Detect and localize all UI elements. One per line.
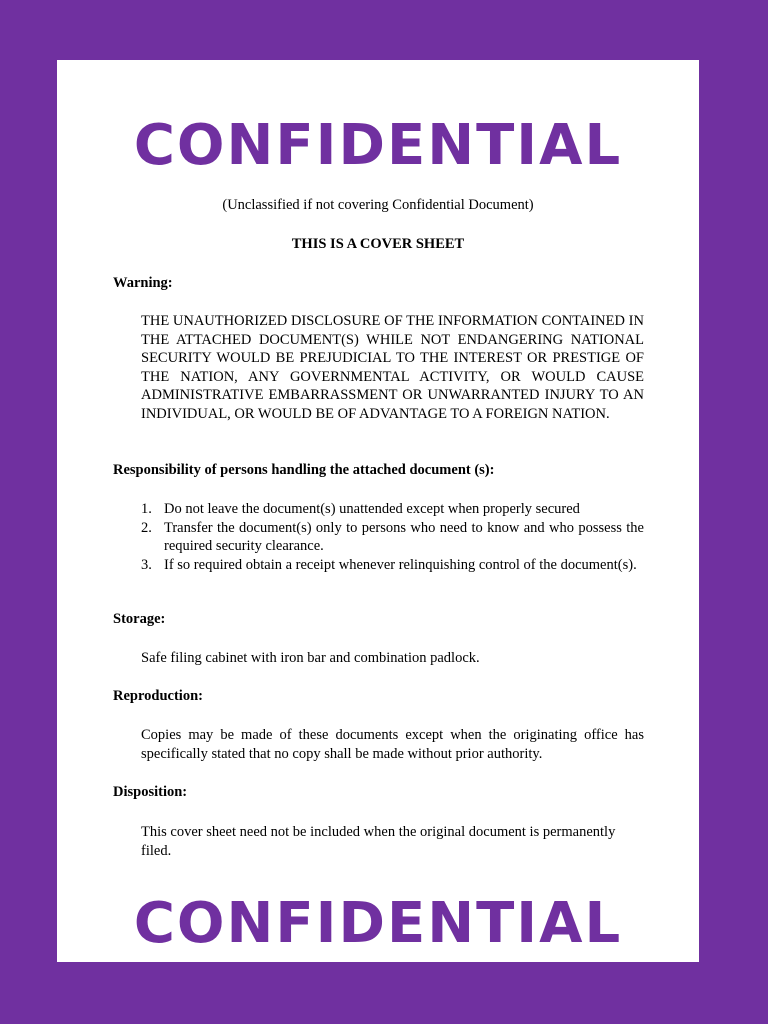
disposition-text: This cover sheet need not be included when the original document is permanently filed. <box>141 824 616 859</box>
confidential-banner-top: CONFIDENTIAL <box>133 113 623 178</box>
list-item <box>141 519 644 556</box>
list-item-number: 3. <box>141 556 152 573</box>
list-item-text: Transfer the document(s) only to persons who need to know and who possess the required security clearance. <box>164 519 644 554</box>
storage-heading: Storage: <box>113 611 166 627</box>
list-item <box>141 556 644 575</box>
storage-text: Safe filing cabinet with iron bar and combination padlock. <box>141 650 480 666</box>
cover-title: THIS IS A COVER SHEET <box>291 236 465 252</box>
list-item-text: Do not leave the document(s) unattended except when properly secured <box>164 501 580 517</box>
reproduction-heading: Reproduction: <box>113 688 203 704</box>
confidential-banner-bottom: CONFIDENTIAL <box>133 891 623 956</box>
list-item-number: 2. <box>141 519 152 536</box>
reproduction-text: Copies may be made of these documents except when the originating office has specifically stated that no copy shall be made without prior authority. <box>141 727 644 762</box>
cover-sheet <box>57 60 699 962</box>
warning-heading: Warning: <box>113 275 173 291</box>
list-item-text: If so required obtain a receipt whenever relinquishing control of the document(s). <box>164 556 637 573</box>
responsibility-list <box>141 500 644 574</box>
list-item-number: 1. <box>141 501 152 517</box>
list-item <box>141 500 644 519</box>
classification-subtitle: (Unclassified if not covering Confidential Document) <box>222 197 534 213</box>
disposition-heading: Disposition: <box>113 784 188 800</box>
warning-text: THE UNAUTHORIZED DISCLOSURE OF THE INFORMATION CONTAINED IN THE ATTACHED DOCUMENT(S) WHILE NOT ENDANGERING NATIONAL SECURITY WOULD BE PREJUDICIAL TO THE INTEREST OR PRESTIGE OF THE NATION, ANY GOVERNMENTAL ACTIVITY, OR WOULD CAUSE ADMINISTRATIVE EMBARRASSMENT OR UNWARRANTED INJURY TO AN INDIVIDUAL, OR WOULD BE OF ADVANTAGE TO A FOREIGN NATION. <box>141 313 644 422</box>
responsibility-heading: Responsibility of persons handling the attached document (s): <box>113 462 495 478</box>
